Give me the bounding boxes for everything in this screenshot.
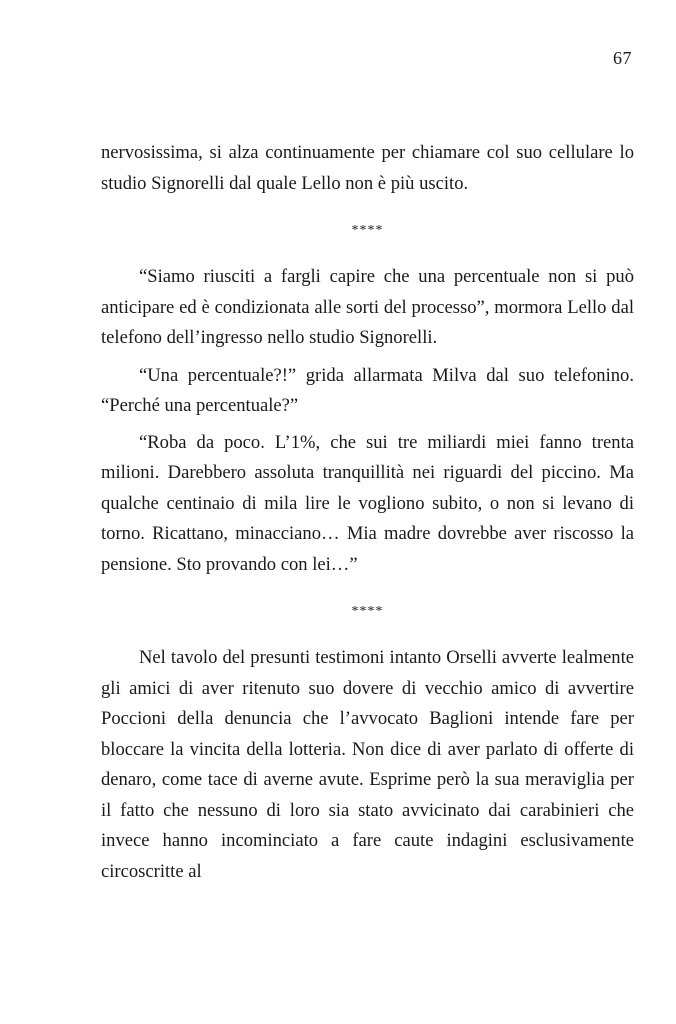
paragraph-orselli-testimoni: Nel tavolo del presunti testimoni intanto Orselli avverte lealmente gli amici di aver ritenuto suo dovere di vecchio amico di avvertire Poccioni della denuncia che l’avvocato Baglioni intende fare per bloccare la vincita della lotteria. Non dice di aver parlato di offerte di denaro, come tace di averne avute. Esprime però la sua meraviglia per il fatto che nessuno di loro sia stato avvicinato dai carabinieri che invece hanno incominciato a fare caute indagini esclusivamente circoscritte al: [101, 647, 634, 882]
page-body: [101, 138, 634, 887]
page-number: 67: [613, 48, 632, 68]
scene-break-separator: ****: [351, 223, 384, 238]
scene-break-separator: ****: [351, 604, 384, 619]
paragraph-lello-percentuale: “Siamo riusciti a fargli capire che una percentuale non si può anticipare ed è condizionata alle sorti del processo”, mormora Lello dal telefono dell’ingresso nello studio Signorelli.: [101, 266, 634, 348]
paragraph-roba-da-poco: “Roba da poco. L’1%, che sui tre miliardi miei fanno trenta milioni. Darebbero assoluta tranquillità nei riguardi del piccino. Ma qualche centinaio di mila lire le vogliono subito, o non si levano di torno. Ricattano, minacciano… Mia madre dovrebbe aver riscosso la pensione. Sto provando con lei…”: [101, 431, 634, 575]
paragraph-milva-grida: “Una percentuale?!” grida allarmata Milva dal suo telefonino. “Perché una percentuale?”: [101, 364, 634, 416]
paragraph-continuation: nervosissima, si alza continuamente per chiamare col suo cellulare lo studio Signorelli dal quale Lello non è più uscito.: [101, 142, 634, 194]
